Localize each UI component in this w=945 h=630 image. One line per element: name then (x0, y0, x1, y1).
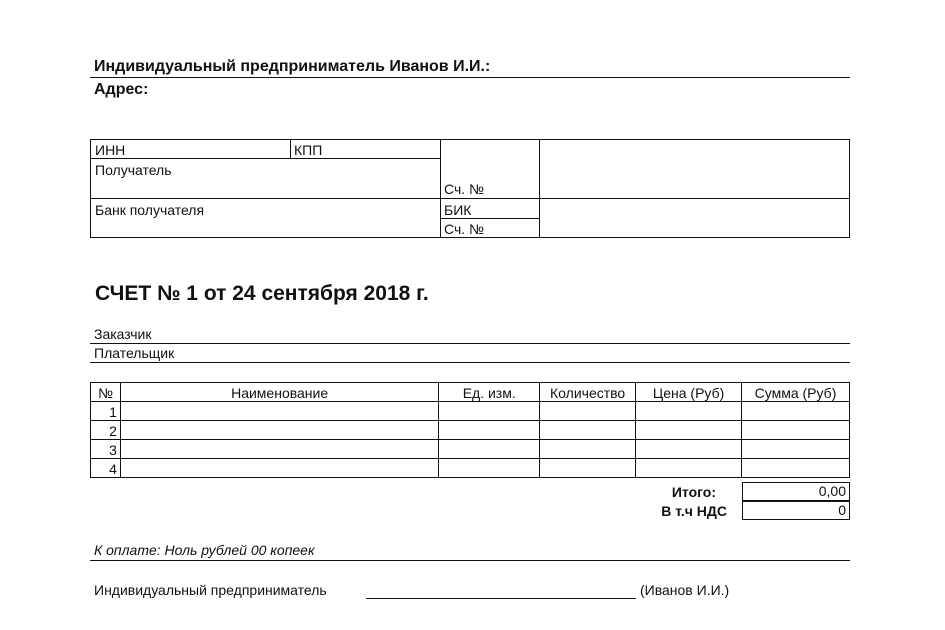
signature-line (366, 598, 636, 599)
col-header-unit: Ед. изм. (439, 383, 540, 402)
row-number: 2 (91, 421, 121, 440)
bank-divider (440, 140, 441, 237)
bank-divider (290, 140, 291, 158)
row-number: 3 (91, 440, 121, 459)
bank-details-block (90, 139, 850, 238)
col-header-number: № (91, 383, 121, 402)
kpp-label: КПП (294, 142, 323, 158)
row-cell (636, 421, 742, 440)
table-row (91, 440, 850, 459)
row-cell (540, 459, 636, 478)
table-row (91, 402, 850, 421)
bik-label: БИК (444, 202, 472, 218)
bank-divider (440, 218, 539, 219)
total-value: 0,00 (742, 482, 850, 501)
inn-label: ИНН (95, 142, 126, 158)
total-label: Итого: (671, 484, 716, 500)
heading-underline (90, 77, 850, 78)
table-header-row (91, 383, 850, 402)
row-cell (742, 440, 850, 459)
row-cell (120, 402, 438, 421)
row-cell (742, 421, 850, 440)
customer-line (90, 343, 850, 344)
row-cell (120, 440, 438, 459)
row-cell (742, 459, 850, 478)
customer-label: Заказчик (94, 326, 152, 342)
bank-divider (539, 140, 540, 237)
bank-account-number-label: Сч. № (444, 221, 485, 237)
payer-line (90, 362, 850, 363)
vat-label: В т.ч НДС (661, 503, 727, 519)
vat-value: 0 (742, 501, 850, 520)
row-number: 1 (91, 402, 121, 421)
account-number-label: Сч. № (444, 181, 485, 197)
payment-line (90, 560, 850, 561)
bank-divider (91, 198, 849, 199)
recipient-label: Получатель (95, 162, 172, 178)
row-cell (636, 402, 742, 421)
row-cell (120, 459, 438, 478)
row-cell (540, 402, 636, 421)
row-cell (636, 459, 742, 478)
signature-name: (Иванов И.И.) (640, 582, 730, 598)
items-table (90, 382, 850, 478)
bank-divider (91, 158, 440, 159)
col-header-sum: Сумма (Руб) (742, 383, 850, 402)
row-number: 4 (91, 459, 121, 478)
row-cell (540, 421, 636, 440)
entrepreneur-heading: Индивидуальный предприниматель Иванов И.И.: (94, 58, 491, 75)
row-cell (439, 421, 540, 440)
col-header-name: Наименование (120, 383, 438, 402)
address-label: Адрес: (94, 81, 149, 98)
row-cell (439, 402, 540, 421)
table-row (91, 421, 850, 440)
payment-amount-text: К оплате: Ноль рублей 00 копеек (94, 542, 315, 558)
invoice-title: СЧЕТ № 1 от 24 сентября 2018 г. (95, 282, 429, 305)
payer-label: Плательщик (94, 345, 175, 361)
row-cell (540, 440, 636, 459)
table-row (91, 459, 850, 478)
col-header-quantity: Количество (540, 383, 636, 402)
recipient-bank-label: Банк получателя (95, 202, 205, 218)
row-cell (742, 402, 850, 421)
col-header-price: Цена (Руб) (636, 383, 742, 402)
signature-label: Индивидуальный предприниматель (94, 582, 327, 598)
row-cell (439, 440, 540, 459)
row-cell (439, 459, 540, 478)
row-cell (636, 440, 742, 459)
row-cell (120, 421, 438, 440)
